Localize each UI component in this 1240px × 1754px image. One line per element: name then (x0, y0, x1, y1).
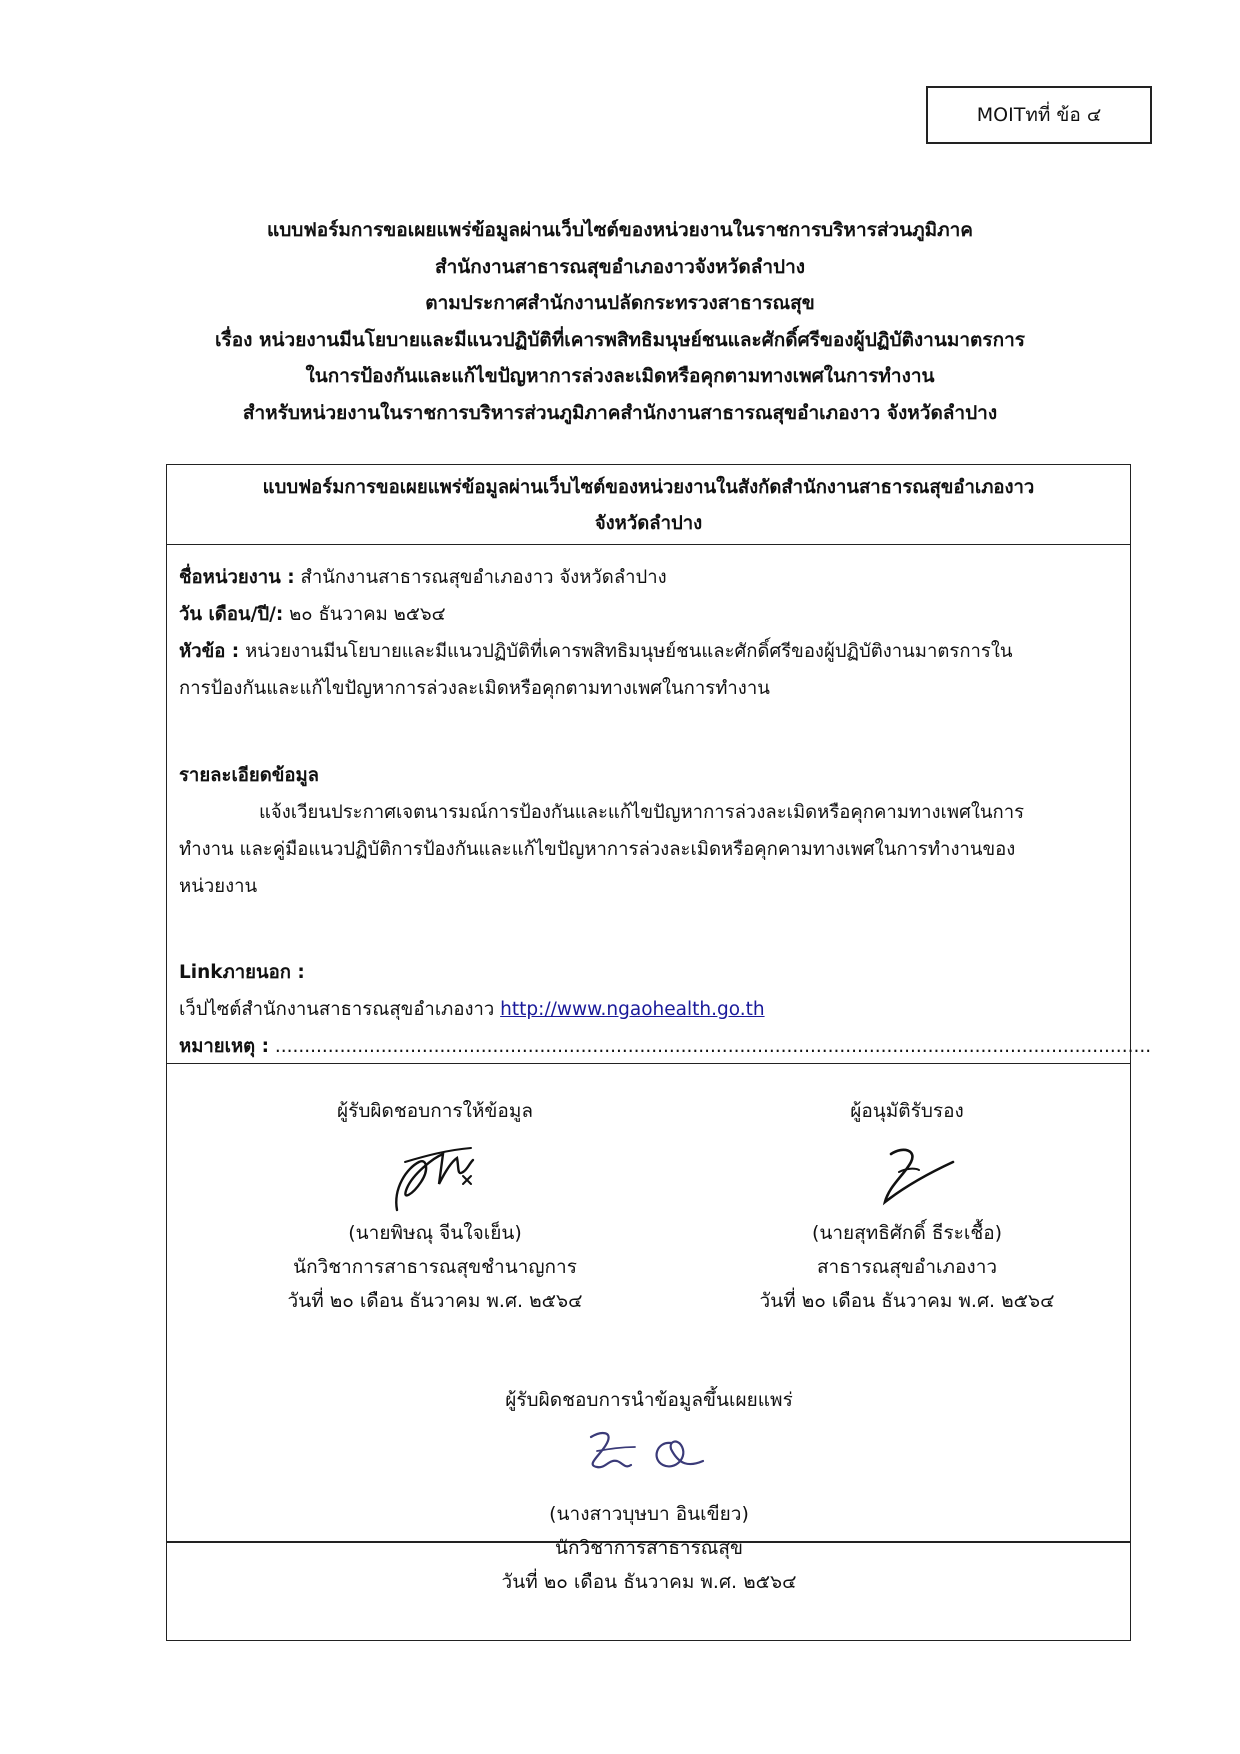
approver-signature (807, 1128, 1007, 1216)
website-link[interactable]: http://www.ngaohealth.go.th (500, 999, 765, 1020)
approver-role: ผู้อนุมัติรับรอง (850, 1100, 964, 1122)
note-dots: ..................................................................................................................................................... (269, 1036, 1152, 1057)
agency-value: สำนักงานสาธารณสุขอำเภองาว จังหวัดลำปาง (294, 567, 667, 588)
note-row (179, 1032, 1151, 1061)
informant-role: ผู้รับผิดชอบการให้ข้อมูล (337, 1100, 533, 1122)
header-line: ในการป้องกันและแก้ไขปัญหาการล่วงละเมิดหรือคุกตามทางเพศในการทำงาน (305, 365, 935, 387)
approver-date: วันที่ ๒๐ เดือน ธันวาคม พ.ศ. ๒๕๖๔ (759, 1290, 1055, 1312)
publisher-signature (539, 1417, 759, 1497)
agency-row (179, 563, 667, 592)
informant-signature (335, 1128, 535, 1216)
header-line: สำนักงานสาธารณสุขอำเภองาวจังหวัดลำปาง (434, 255, 806, 278)
date-row (179, 600, 446, 629)
date-value: ๒๐ ธันวาคม ๒๕๖๔ (283, 604, 446, 625)
form-title (167, 465, 1130, 545)
header-line: แบบฟอร์มการขอเผยแพร่ข้อมูลผ่านเว็บไซต์ของหน่วยงานในราชการบริหารส่วนภูมิภาค (266, 219, 974, 241)
subject-label: หัวข้อ : (179, 641, 240, 662)
informant-name: (นายพิษณุ จีนใจเย็น) (348, 1222, 522, 1244)
agency-label: ชื่อหน่วยงาน : (179, 567, 295, 588)
header-line: เรื่อง หน่วยงานมีนโยบายและมีแนวปฏิบัติที่เคารพสิทธิมนุษย์ชนและศักดิ์ศรีของผู้ปฏิบัติงานมาตรการ (215, 328, 1025, 351)
date-label: วัน เดือน/ปี/: (179, 604, 284, 625)
details-text: ทำงาน และคู่มือแนวปฏิบัติการป้องกันและแก้ไขปัญหาการล่วงละเมิดหรือคุกคามทางเพศในการทำงานของ (179, 839, 1016, 860)
header-line: สำหรับหน่วยงานในราชการบริหารส่วนภูมิภาคสำนักงานสาธารณสุขอำเภองาว จังหวัดลำปาง (242, 401, 998, 424)
link-row (179, 995, 765, 1024)
form-title-line: จังหวัดลำปาง (594, 513, 703, 534)
document-header (160, 212, 1080, 431)
publisher-date: วันที่ ๒๐ เดือน ธันวาคม พ.ศ. ๒๕๖๔ (501, 1571, 797, 1593)
informant-position: นักวิชาการสาธารณสุขชำนาญการ (293, 1256, 577, 1278)
publisher-position: นักวิชาการสาธารณสุข (554, 1537, 744, 1559)
approver-position: สาธารณสุขอำเภองาว (816, 1256, 998, 1278)
subject-row-continued: การป้องกันและแก้ไขปัญหาการล่วงละเมิดหรือคุกตามทางเพศในการทำงาน (179, 678, 770, 699)
informant-date: วันที่ ๒๐ เดือน ธันวาคม พ.ศ. ๒๕๖๔ (287, 1290, 583, 1312)
link-prefix: เว็ปไซต์สำนักงานสาธารณสุขอำเภองาว (179, 999, 501, 1020)
form-title-line: แบบฟอร์มการขอเผยแพร่ข้อมูลผ่านเว็บไซต์ของหน่วยงานในสังกัดสำนักงานสาธารณสุขอำเภองาว (262, 477, 1035, 498)
approver-name: (นายสุทธิศักดิ์ ธีระเชื้อ) (811, 1222, 1003, 1244)
publisher-name: (นางสาวบุษบา อินเขียว) (549, 1503, 749, 1525)
document-code-box (926, 86, 1152, 144)
details-text: แจ้งเวียนประกาศเจตนารมณ์การป้องกันและแก้ไขปัญหาการล่วงละเมิดหรือคุกคามทางเพศในการ (259, 802, 1025, 823)
publication-form (166, 464, 1152, 1641)
approver-signature-block (697, 1094, 1117, 1318)
link-label: Linkภายนอก : (179, 962, 305, 983)
publisher-role: ผู้รับผิดชอบการนำข้อมูลขึ้นเผยแพร่ (505, 1389, 793, 1411)
subject-row (179, 637, 1013, 666)
note-label: หมายเหตุ : (179, 1036, 269, 1057)
header-line: ตามประกาศสำนักงานปลัดกระทรวงสาธารณสุข (425, 292, 815, 314)
document-code: MOITทที่ ข้อ ๔ (976, 104, 1102, 126)
publisher-signature-block (439, 1383, 859, 1599)
details-text: หน่วยงาน (179, 876, 258, 897)
subject-value: หน่วยงานมีนโยบายและมีแนวปฏิบัติที่เคารพสิทธิมนุษย์ชนและศักดิ์ศรีของผู้ปฏิบัติงานมาตรการใน (239, 641, 1013, 662)
details-label: รายละเอียดข้อมูล (179, 765, 320, 786)
informant-signature-block (225, 1094, 645, 1318)
